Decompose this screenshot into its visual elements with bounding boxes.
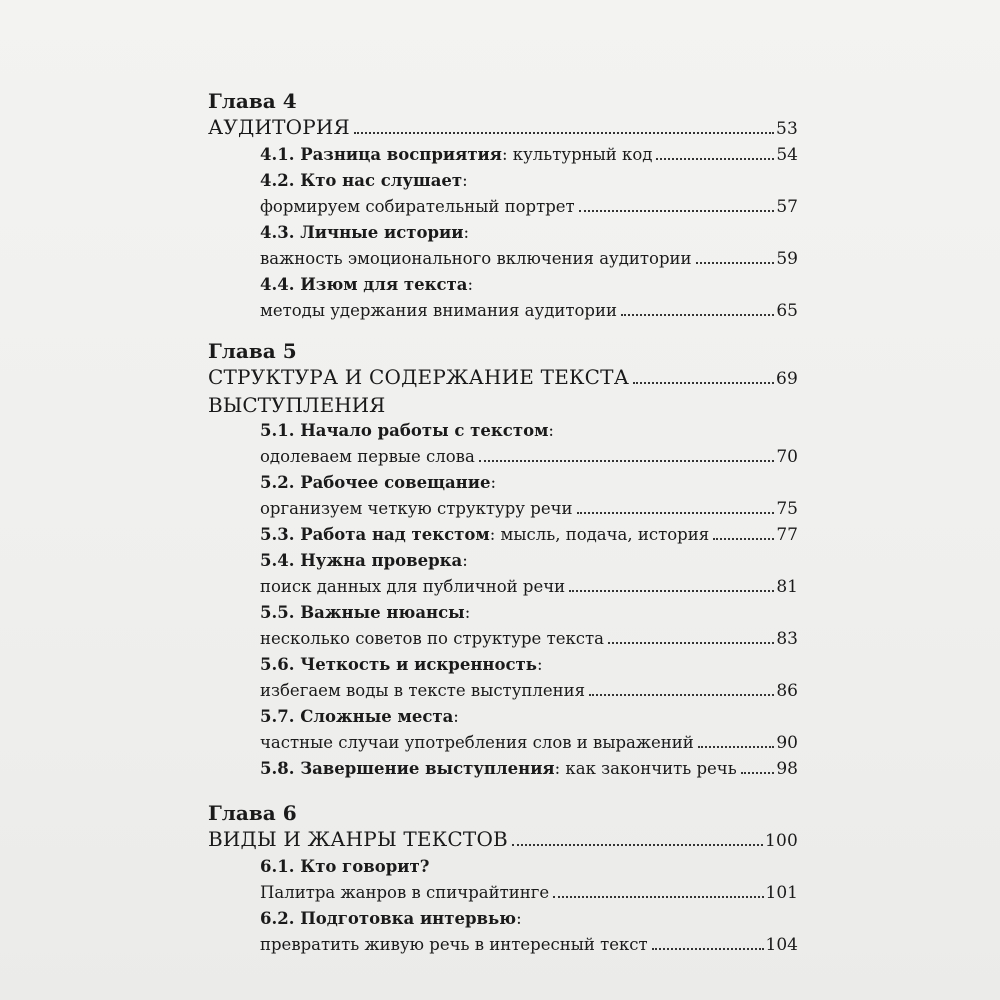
dot-leader (569, 590, 774, 592)
dot-leader (553, 896, 763, 898)
section-heading: 4.2. Кто нас слушает (260, 171, 463, 190)
section-5-4 (208, 548, 798, 600)
dot-leader (713, 538, 774, 540)
section-subtitle: организуем четкую структуру речи (260, 499, 573, 518)
section-row (260, 730, 798, 756)
section-5-6 (208, 652, 798, 704)
section-tail: : (462, 171, 468, 190)
section-head-line (260, 168, 798, 194)
page-number: 81 (776, 577, 798, 597)
section-4-3 (208, 220, 798, 272)
section-row (260, 298, 798, 324)
section-heading: 4.1. Разница восприятия (260, 145, 502, 164)
dot-leader (696, 262, 775, 264)
section-tail: : (463, 223, 470, 242)
dot-leader (608, 642, 774, 644)
page-number: 83 (776, 629, 798, 649)
section-row (260, 932, 798, 958)
section-tail: : как закончить речь (554, 759, 737, 778)
page-number: 101 (765, 883, 798, 903)
section-heading: 5.8. Завершение выступления (260, 759, 555, 778)
section-row (260, 246, 798, 272)
section-heading: 6.1. Кто говорит? (260, 857, 430, 876)
chapter-title-row (208, 114, 798, 142)
section-heading: 5.6. Четкость и искренность (260, 655, 537, 674)
chapter-title-row (208, 826, 798, 854)
chapter-5 (208, 338, 798, 782)
chapter-title: ВИДЫ И ЖАНРЫ ТЕКСТОВ (208, 827, 508, 851)
section-heading: 4.3. Личные истории (260, 223, 464, 242)
section-tail: : (516, 909, 522, 928)
dot-leader (577, 512, 775, 514)
section-head-line (260, 272, 798, 298)
section-heading: 5.2. Рабочее совещание (260, 473, 491, 492)
section-row (260, 678, 798, 704)
page-number: 86 (776, 681, 798, 701)
dot-leader (589, 694, 774, 696)
section-head-line (260, 418, 798, 444)
section-subtitle: превратить живую речь в интересный текст (260, 935, 648, 954)
section-row (260, 756, 798, 782)
section-row (260, 880, 798, 906)
chapter-title-row (208, 364, 798, 392)
section-head-line (260, 854, 798, 880)
section-subtitle: несколько советов по структуре текста (260, 629, 604, 648)
dot-leader (656, 158, 774, 160)
section-5-8 (208, 756, 798, 782)
section-tail: : (548, 421, 554, 440)
page-number: 77 (776, 525, 798, 545)
chapter-4 (208, 88, 798, 324)
section-tail: : (490, 473, 497, 492)
section-subtitle: избегаем воды в тексте выступления (260, 681, 586, 700)
section-head-line (260, 652, 798, 678)
section-heading: 4.4. Изюм для текста (260, 275, 468, 294)
page-number: 104 (765, 935, 798, 955)
section-6-2 (208, 906, 798, 958)
page-number: 69 (775, 369, 798, 389)
page-number: 100 (764, 831, 798, 851)
page-number: 54 (776, 145, 798, 165)
chapter-title: СТРУКТУРА И СОДЕРЖАНИЕ ТЕКСТА (208, 365, 630, 389)
dot-leader (698, 746, 775, 748)
page-number: 75 (776, 499, 798, 519)
section-5-2 (208, 470, 798, 522)
chapter-label: Глава 6 (208, 801, 297, 825)
dot-leader (354, 132, 774, 134)
page-number: 65 (776, 301, 798, 321)
section-4-1 (208, 142, 798, 168)
section-4-4 (208, 272, 798, 324)
section-row (260, 444, 798, 470)
section-5-1 (208, 418, 798, 470)
page-number: 53 (775, 119, 798, 139)
section-subtitle: частные случаи употребления слов и выражений (260, 733, 694, 752)
chapter-label: Глава 4 (208, 89, 297, 113)
page-number: 59 (776, 249, 798, 269)
section-head-line (260, 600, 798, 626)
dot-leader (741, 772, 775, 774)
section-6-1 (208, 854, 798, 906)
section-tail: : (462, 551, 468, 570)
section-tail: : культурный код (501, 145, 653, 164)
section-subtitle: Палитра жанров в спичрайтинге (260, 883, 550, 902)
section-tail: : мысль, подача, история (489, 525, 710, 544)
section-head-line (260, 548, 798, 574)
section-subtitle: одолеваем первые слова (260, 447, 475, 466)
dot-leader (652, 948, 764, 950)
section-head-line (260, 906, 798, 932)
chapter-title-continued: ВЫСТУПЛЕНИЯ (208, 393, 386, 417)
chapter-label: Глава 5 (208, 339, 297, 363)
section-row (260, 194, 798, 220)
page-number: 98 (776, 759, 798, 779)
page-number: 57 (776, 197, 798, 217)
section-subtitle: формируем собирательный портрет (260, 197, 575, 216)
section-row (260, 522, 798, 548)
table-of-contents (208, 88, 798, 970)
section-5-5 (208, 600, 798, 652)
page-number: 70 (776, 447, 798, 467)
dot-leader (633, 382, 774, 384)
dot-leader (512, 844, 763, 846)
chapter-6 (208, 800, 798, 958)
dot-leader (579, 210, 775, 212)
section-subtitle: поиск данных для публичной речи (260, 577, 566, 596)
dot-leader (621, 314, 774, 316)
section-4-2 (208, 168, 798, 220)
chapter-title: АУДИТОРИЯ (208, 115, 350, 139)
section-heading: 5.3. Работа над текстом (260, 525, 490, 544)
section-head-line (260, 704, 798, 730)
section-heading: 5.7. Сложные места (260, 707, 454, 726)
section-heading: 6.2. Подготовка интервью (260, 909, 517, 928)
section-tail: : (467, 275, 474, 294)
section-tail: : (464, 603, 471, 622)
section-5-7 (208, 704, 798, 756)
section-heading: 5.4. Нужна проверка (260, 551, 463, 570)
section-subtitle: важность эмоционального включения аудитории (260, 249, 692, 268)
section-5-3 (208, 522, 798, 548)
section-row (260, 626, 798, 652)
page-number: 90 (776, 733, 798, 753)
section-row (260, 142, 798, 168)
section-heading: 5.5. Важные нюансы (260, 603, 465, 622)
section-subtitle: методы удержания внимания аудитории (260, 301, 617, 320)
section-row (260, 574, 798, 600)
dot-leader (479, 460, 775, 462)
section-tail: : (536, 655, 543, 674)
section-heading: 5.1. Начало работы с текстом (260, 421, 549, 440)
section-head-line (260, 220, 798, 246)
section-head-line (260, 470, 798, 496)
section-row (260, 496, 798, 522)
section-tail: : (453, 707, 459, 726)
